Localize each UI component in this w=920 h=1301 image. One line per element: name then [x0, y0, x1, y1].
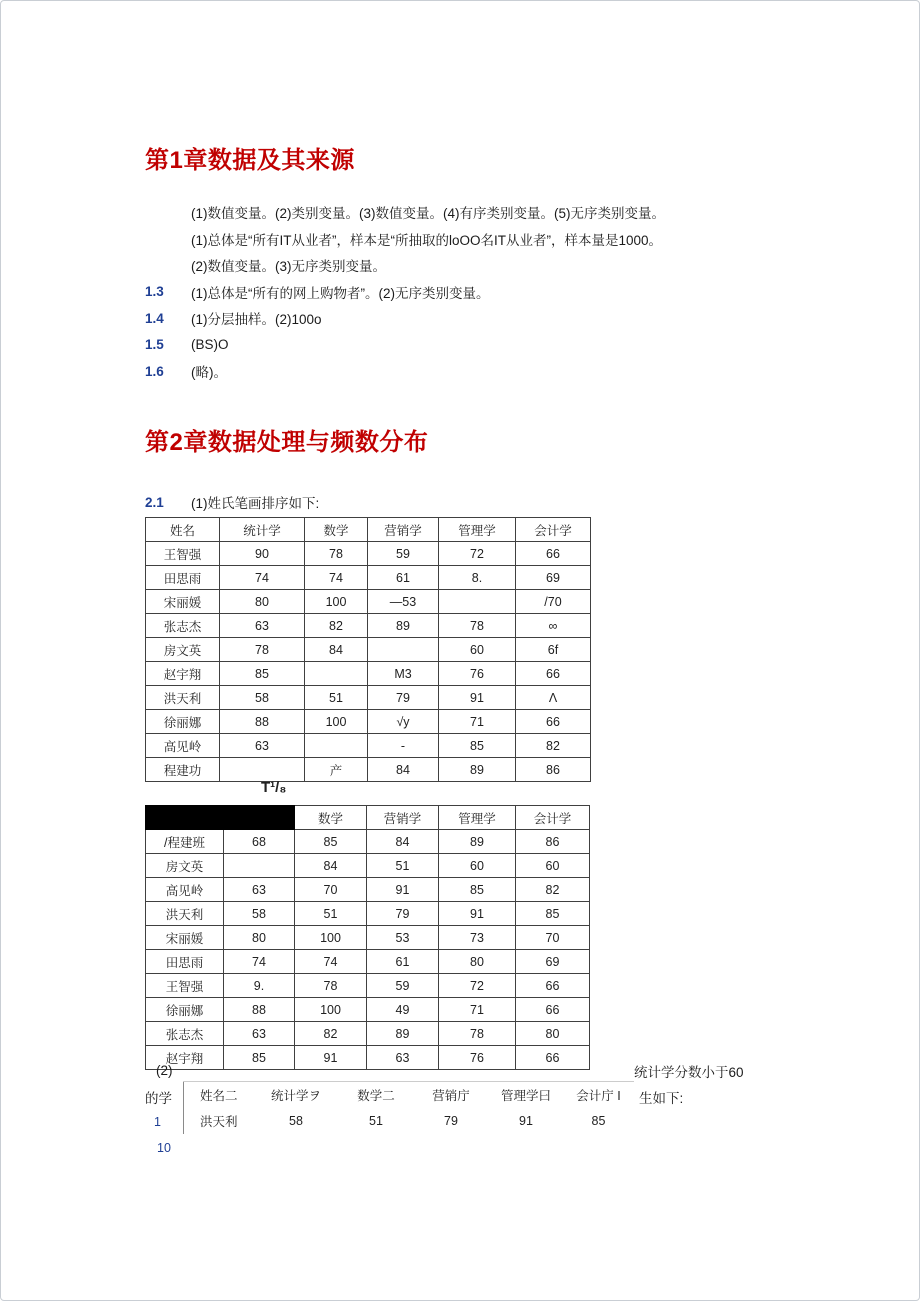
table-cell: 79 [368, 686, 439, 710]
table-cell: 58 [224, 902, 295, 926]
table-cell: 82 [305, 614, 368, 638]
table-cell: 100 [295, 998, 367, 1022]
table-2-caption: T¹/₈ [261, 779, 287, 796]
table-cell: 66 [516, 662, 591, 686]
table-cell: 85 [516, 902, 590, 926]
table-cell: 田思雨 [146, 950, 224, 974]
column-header: 会计学 [516, 806, 590, 830]
table-cell: —53 [368, 590, 439, 614]
table-cell: - [368, 734, 439, 758]
table-cell: 洪天利 [146, 686, 220, 710]
table-cell: √y [368, 710, 439, 734]
table-cell: 66 [516, 710, 591, 734]
scores-table-sorted-by-surname-strokes [145, 517, 591, 782]
table-cell: 66 [516, 998, 590, 1022]
page-mark: 10 [157, 1141, 171, 1155]
table-cell: 91 [295, 1046, 367, 1070]
table-cell: 高见岭 [146, 878, 224, 902]
table-cell: 66 [516, 974, 590, 998]
table-cell: 51 [305, 686, 368, 710]
table-cell [368, 638, 439, 662]
column-header: 统计学 [220, 518, 305, 542]
table-cell: 66 [516, 542, 591, 566]
table-cell: 70 [295, 878, 367, 902]
exercise-2-1-line [145, 489, 319, 516]
table-cell: 59 [368, 542, 439, 566]
table-cell: 91 [439, 686, 516, 710]
table-cell: 88 [224, 998, 295, 1022]
table-cell: ∞ [516, 614, 591, 638]
answer-number: 1.5 [145, 337, 164, 353]
column-header [146, 806, 224, 830]
table-cell: 71 [439, 998, 516, 1022]
table-cell: 84 [367, 830, 439, 854]
table-cell: 53 [367, 926, 439, 950]
table-cell: 100 [295, 926, 367, 950]
answer-text: (1)数值变量。(2)类别变量。(3)数值变量。(4)有序类别变量。(5)无序类别变量。 [191, 206, 665, 222]
table-cell: 86 [516, 830, 590, 854]
table-row [146, 710, 591, 734]
table-cell: 91 [439, 902, 516, 926]
exercise-number: 2.1 [145, 494, 164, 510]
table-cell: 51 [295, 902, 367, 926]
table-cell: 徐丽娜 [146, 710, 220, 734]
table-cell: 洪天利 [146, 902, 224, 926]
table-cell: 78 [305, 542, 368, 566]
table-row [146, 638, 591, 662]
table-cell: 63 [224, 1022, 295, 1046]
table-cell: 80 [220, 590, 305, 614]
scores-table-with-redacted-header [145, 805, 590, 1070]
table-cell: 78 [439, 614, 516, 638]
header-row [146, 806, 590, 830]
table-cell [224, 854, 295, 878]
part-2-number: (2) [156, 1063, 173, 1078]
table-cell: 宋丽媛 [146, 590, 220, 614]
table-cell: 69 [516, 950, 590, 974]
table-cell: 洪天利 [199, 1115, 238, 1129]
table-row [146, 566, 591, 590]
table-cell: 8. [439, 566, 516, 590]
answer-text: (略)。 [191, 365, 227, 381]
table-row [146, 662, 591, 686]
table-cell [305, 734, 368, 758]
header-row [184, 1082, 634, 1109]
answer-text: (1)分层抽样。(2)100o [191, 312, 322, 328]
chapter-2-heading: 第2章数据处理与频数分布 [145, 429, 429, 456]
table-cell: 66 [516, 1046, 590, 1070]
column-header: 统计学ヲ [270, 1089, 321, 1103]
column-header: 营销庁 [432, 1089, 470, 1103]
table-cell: 90 [220, 542, 305, 566]
table-cell: 63 [220, 614, 305, 638]
table-cell: 74 [305, 566, 368, 590]
table-row [146, 926, 590, 950]
table-cell: 80 [439, 950, 516, 974]
table-cell: 60 [439, 854, 516, 878]
table-cell: 徐丽娜 [146, 998, 224, 1022]
answer-text: (1)总体是“所有的网上购物者”。(2)无序类别变量。 [191, 285, 490, 301]
part-2-right-text-2: 生如下: [639, 1091, 684, 1106]
table-cell: 80 [516, 1022, 590, 1046]
column-header: 会计学 [516, 518, 591, 542]
table-cell: 59 [367, 974, 439, 998]
table-cell: 73 [439, 926, 516, 950]
table-cell: M3 [368, 662, 439, 686]
table-cell: 赵宇翔 [146, 662, 220, 686]
column-header: 姓名二 [199, 1089, 238, 1103]
answer-line [145, 252, 665, 279]
table-cell: 85 [224, 1046, 295, 1070]
table-row [146, 878, 590, 902]
table-cell: 张志杰 [146, 614, 220, 638]
table-cell: 60 [439, 638, 516, 662]
table-cell: 89 [367, 1022, 439, 1046]
table-cell: 80 [224, 926, 295, 950]
table-cell [439, 590, 516, 614]
table-row [146, 998, 590, 1022]
column-header: 营销学 [368, 518, 439, 542]
answer-number: 1.3 [145, 284, 164, 300]
table-cell [220, 758, 305, 782]
table-cell: 63 [367, 1046, 439, 1070]
table-cell: 91 [519, 1114, 533, 1128]
table-cell: 68 [224, 830, 295, 854]
table-cell: 82 [516, 878, 590, 902]
table-cell: 51 [367, 854, 439, 878]
table-cell: 69 [516, 566, 591, 590]
table-cell: 赵宇翔 [146, 1046, 224, 1070]
table-cell: 61 [368, 566, 439, 590]
table-cell: 85 [439, 878, 516, 902]
page-mark: 1 [154, 1115, 161, 1129]
column-header: 管理学 [439, 806, 516, 830]
column-header: 管理学 [439, 518, 516, 542]
table-cell: 63 [220, 734, 305, 758]
table-cell: 85 [591, 1114, 606, 1128]
table-cell: 高见岭 [146, 734, 220, 758]
answer-line [145, 358, 665, 385]
table-cell: 84 [305, 638, 368, 662]
table-cell: 6f [516, 638, 591, 662]
table-cell [305, 662, 368, 686]
answer-text: (1)总体是“所有IT从业者”，样本是“所抽取的loOO名IT从业者”，样本量是1000。 [191, 232, 663, 248]
table-cell: 89 [439, 758, 516, 782]
table-cell: 86 [516, 758, 591, 782]
table-cell: 76 [439, 1046, 516, 1070]
table-cell: 田思雨 [146, 566, 220, 590]
answer-text: (2)数值变量。(3)无序类别变量。 [191, 259, 386, 275]
table-cell: 78 [439, 1022, 516, 1046]
table-cell: 72 [439, 542, 516, 566]
table-row [146, 734, 591, 758]
table-cell: 58 [220, 686, 305, 710]
table-row [146, 974, 590, 998]
part-2-right-text: 统计学分数小于60 [634, 1065, 744, 1080]
table-cell: 78 [295, 974, 367, 998]
column-header: 姓名 [146, 518, 220, 542]
column-header [224, 806, 295, 830]
exercise-text: (1)姓氏笔画排序如下: [191, 496, 320, 512]
column-header: 营销学 [367, 806, 439, 830]
column-header: 数学 [305, 518, 368, 542]
column-header: 数学 [295, 806, 367, 830]
chapter-1-heading: 第1章数据及其来源 [145, 147, 355, 174]
answer-line [145, 226, 665, 253]
table-cell: 84 [295, 854, 367, 878]
table-cell: 82 [516, 734, 591, 758]
header-row [146, 518, 591, 542]
table-row [184, 1108, 634, 1134]
table-cell: 60 [516, 854, 590, 878]
table-cell: 84 [368, 758, 439, 782]
students-below-60-table [183, 1081, 634, 1134]
table-cell: 100 [305, 590, 368, 614]
answer-number: 1.4 [145, 310, 164, 326]
table-cell: 70 [516, 926, 590, 950]
table-cell: 房文英 [146, 638, 220, 662]
table-cell: 63 [224, 878, 295, 902]
table-cell: 58 [289, 1114, 303, 1128]
table-row [146, 1046, 590, 1070]
table-row [146, 854, 590, 878]
table-cell: 9. [224, 974, 295, 998]
answer-line [145, 199, 665, 226]
table-cell: 79 [367, 902, 439, 926]
table-row [146, 1022, 590, 1046]
table-cell: 61 [367, 950, 439, 974]
table-cell: 程建功 [146, 758, 220, 782]
table-cell: 51 [369, 1114, 383, 1128]
chapter-1-answers [145, 199, 665, 385]
table-cell: 71 [439, 710, 516, 734]
table-row [146, 950, 590, 974]
column-header: 管理学曰 [500, 1089, 551, 1103]
table-cell: /70 [516, 590, 591, 614]
table-cell: 72 [439, 974, 516, 998]
table-cell: 88 [220, 710, 305, 734]
table-cell: 85 [439, 734, 516, 758]
table-row [146, 830, 590, 854]
table-cell: /程建班 [146, 830, 224, 854]
table-row [146, 614, 591, 638]
table-row [146, 902, 590, 926]
table-cell: 张志杰 [146, 1022, 224, 1046]
table-cell: 王智强 [146, 974, 224, 998]
table-cell: 85 [220, 662, 305, 686]
column-header: 会计庁 I [576, 1089, 621, 1103]
column-header: 数学二 [357, 1089, 395, 1103]
table-row [146, 758, 591, 782]
table-cell: 产 [305, 758, 368, 782]
part-2-left-text: 的学 [145, 1091, 172, 1106]
table-cell: 82 [295, 1022, 367, 1046]
table-cell: 79 [444, 1114, 458, 1128]
table-cell: 89 [368, 614, 439, 638]
answer-number: 1.6 [145, 363, 164, 379]
table-cell: 85 [295, 830, 367, 854]
table-cell: 房文英 [146, 854, 224, 878]
table-cell: 89 [439, 830, 516, 854]
table-cell: 76 [439, 662, 516, 686]
table-cell: 78 [220, 638, 305, 662]
table-cell: 74 [220, 566, 305, 590]
table-cell: Λ [516, 686, 591, 710]
table-cell: 91 [367, 878, 439, 902]
table-cell: 74 [295, 950, 367, 974]
table-row [146, 542, 591, 566]
answer-line [145, 305, 665, 332]
table-cell: 宋丽媛 [146, 926, 224, 950]
table-cell: 100 [305, 710, 368, 734]
answer-line [145, 279, 665, 306]
table-cell: 王智强 [146, 542, 220, 566]
table-row [146, 686, 591, 710]
answer-text: (BS)O [191, 337, 229, 353]
table-cell: 74 [224, 950, 295, 974]
table-cell: 49 [367, 998, 439, 1022]
table-row [146, 590, 591, 614]
answer-line [145, 332, 665, 359]
